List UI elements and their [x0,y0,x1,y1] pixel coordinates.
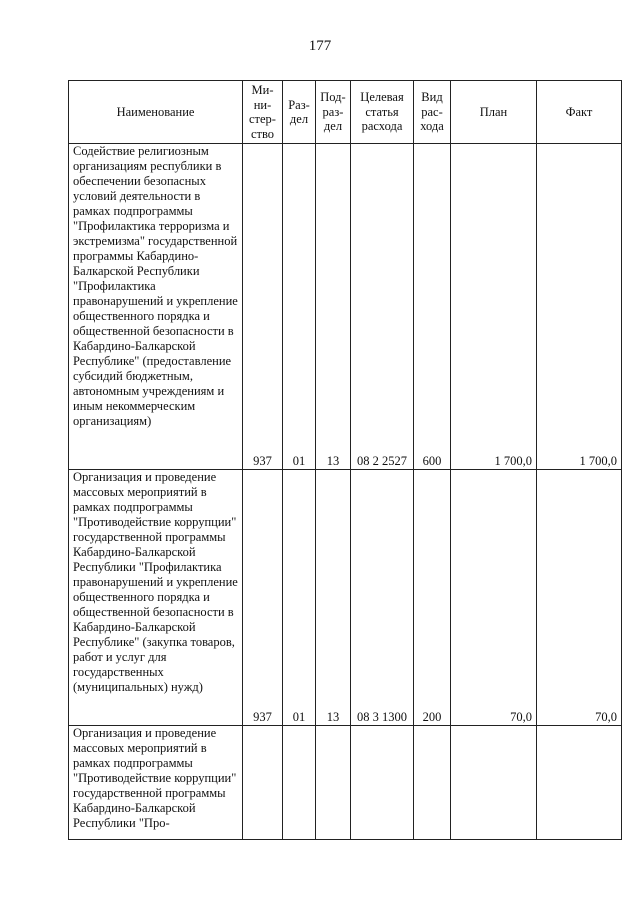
row-ministry: 937 [243,470,283,726]
row-name: Организация и проведение массовых мероприятий в рамках подпрограммы "Противодействие коррупции" государственной программы Кабардино-Балкарской Республики "Профилактика правонарушений и укрепление общественного порядка и общественной безопасности в Кабардино-Балкарской Республике" (закупка товаров, работ и услуг для государственных (муниципальных) нужд) [69,470,243,726]
header-expense-type: Вид рас- хода [414,81,451,144]
row-expense-type: 200 [414,470,451,726]
table-row [69,144,622,470]
row-target-article [351,726,414,840]
row-plan [451,726,537,840]
table-row [69,726,622,840]
page-number: 177 [308,38,332,54]
row-section [283,726,316,840]
row-expense-type [414,726,451,840]
row-plan: 1 700,0 [451,144,537,470]
header-section: Раз- дел [283,81,316,144]
row-subsection: 13 [316,144,351,470]
row-plan: 70,0 [451,470,537,726]
header-plan: План [451,81,537,144]
row-section: 01 [283,144,316,470]
row-ministry: 937 [243,144,283,470]
row-subsection: 13 [316,470,351,726]
row-target-article: 08 3 1300 [351,470,414,726]
row-section: 01 [283,470,316,726]
row-fact: 70,0 [537,470,622,726]
header-row [69,81,622,144]
header-subsection: Под- раз- дел [316,81,351,144]
header-name: Наименование [69,81,243,144]
row-target-article: 08 2 2527 [351,144,414,470]
row-fact: 1 700,0 [537,144,622,470]
header-target-article: Целевая статья расхода [351,81,414,144]
header-ministry: Ми- ни- стер- ство [243,81,283,144]
row-name: Содействие религиозным организациям республики в обеспечении безопасных условий деятельности в рамках подпрограммы "Профилактика терроризма и экстремизма" государственной программы Кабардино-Балкарской Республики "Профилактика правонарушений и укрепление общественного порядка и общественной безопасности в Кабардино-Балкарской Республике" (предоставление субсидий бюджетным, автономным учреждениям и иным некоммерческим организациям) [69,144,243,470]
row-expense-type: 600 [414,144,451,470]
row-fact [537,726,622,840]
budget-table [68,80,622,840]
row-subsection [316,726,351,840]
row-ministry [243,726,283,840]
table-row [69,470,622,726]
header-fact: Факт [537,81,622,144]
row-name: Организация и проведение массовых мероприятий в рамках подпрограммы "Противодействие коррупции" государственной программы Кабардино-Балкарской Республики "Про- [69,726,243,840]
